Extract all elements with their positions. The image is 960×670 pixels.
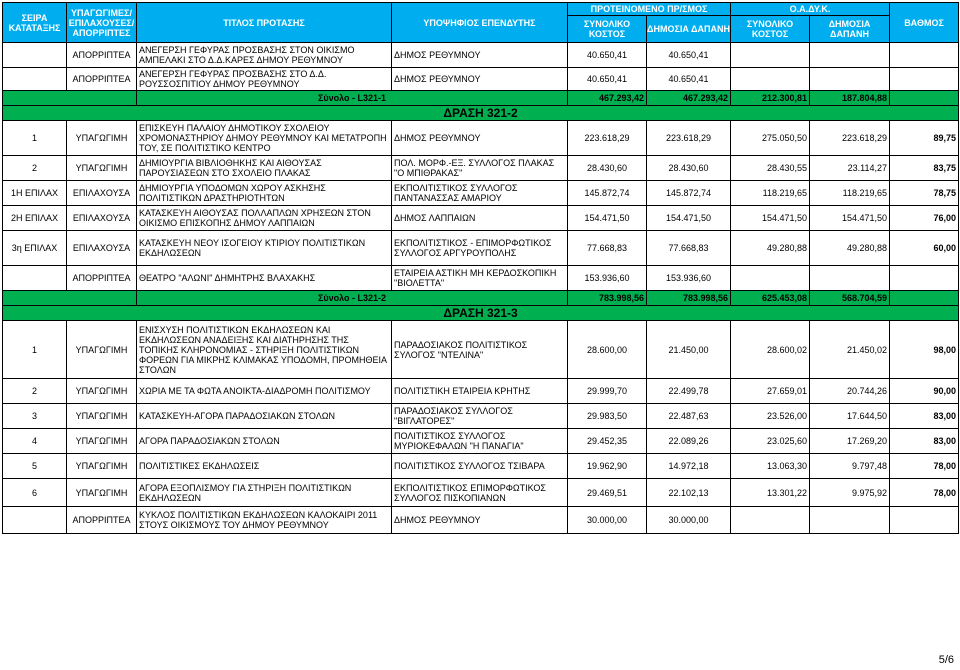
row-oady-total: 23.025,60 (731, 429, 810, 454)
table-row (3, 507, 959, 534)
row-total-cost: 28.600,00 (568, 321, 647, 379)
row-beneficiary: ΠΑΡΑΔΟΣΙΑΚΟΣ ΣΥΛΛΟΓΟΣ "ΒΙΓΛΑΤΟΡΕΣ" (392, 404, 568, 429)
section-321-1 (3, 43, 959, 91)
row-oady-total: 49.280,88 (731, 231, 810, 266)
evaluation-table (2, 2, 959, 534)
table-row (3, 321, 959, 379)
table-row (3, 121, 959, 156)
row-rank: 1Η ΕΠΙΛΑΧ (3, 181, 67, 206)
row-title: ΚΥΚΛΟΣ ΠΟΛΙΤΙΣΤΙΚΩΝ ΕΚΔΗΛΩΣΕΩΝ ΚΑΛΟΚΑΙΡΙ 2011 ΣΤΟΥΣ ΟΙΚΙΣΜΟΥΣ ΤΟΥ ΔΗΜΟΥ ΡΕΘΥΜΝΟΥ (137, 507, 392, 534)
row-status: ΑΠΟΡΡΙΠΤΕΑ (67, 507, 137, 534)
table-row (3, 181, 959, 206)
row-beneficiary: ΕΚΠΟΛΙΤΙΣΤΙΚΟΣ ΣΥΛΛΟΓΟΣ ΠΑΝΤΑΝΑΣΣΑΣ ΑΜΑΡΙΟΥ (392, 181, 568, 206)
header-oady-group: Ο.Α.ΔΥ.Κ. (731, 3, 890, 16)
table-row (3, 68, 959, 91)
sum-label: Σύνολο - L321-1 (137, 91, 568, 106)
row-score: 78,75 (890, 181, 959, 206)
row-rank: 1 (3, 121, 67, 156)
section-heading-321-2: ΔΡΑΣΗ 321-2 (3, 106, 959, 121)
row-title: ΧΩΡΙΑ ΜΕ ΤΑ ΦΩΤΑ ΑΝΟΙΚΤΑ-ΔΙΑΔΡΟΜΗ ΠΟΛΙΤΙΣΜΟΥ (137, 379, 392, 404)
row-oady-total: 28.600,02 (731, 321, 810, 379)
row-beneficiary: ΔΗΜΟΣ ΡΕΘΥΜΝΟΥ (392, 43, 568, 68)
row-rank: 6 (3, 479, 67, 507)
row-beneficiary: ΔΗΜΟΣ ΛΑΠΠΑΙΩΝ (392, 206, 568, 231)
section-321-2 (3, 121, 959, 291)
row-beneficiary: ΠΟΛΙΤΙΣΤΙΚΗ ΕΤΑΙΡΕΙΑ ΚΡΗΤΗΣ (392, 379, 568, 404)
header-public-expense: ΔΗΜΟΣΙΑ ΔΑΠΑΝΗ (647, 16, 731, 43)
row-public-expense: 40.650,41 (647, 43, 731, 68)
row-rank: 1 (3, 321, 67, 379)
row-beneficiary: ΠΟΛΙΤΙΣΤΙΚΟΣ ΣΥΛΛΟΓΟΣ ΜΥΡΙΟΚΕΦΑΛΩΝ "Η ΠΑΝΑΓΙΑ" (392, 429, 568, 454)
table-row (3, 156, 959, 181)
row-score: 78,00 (890, 479, 959, 507)
row-public-expense: 22.102,13 (647, 479, 731, 507)
row-beneficiary: ΔΗΜΟΣ ΡΕΘΥΜΝΟΥ (392, 121, 568, 156)
sum-total: 783.998,56 (568, 291, 647, 306)
row-score: 78,00 (890, 454, 959, 479)
row-score: 90,00 (890, 379, 959, 404)
row-beneficiary: ΠΑΡΑΔΟΣΙΑΚΟΣ ΠΟΛΙΤΙΣΤΙΚΟΣ ΣΥΛΟΓΟΣ "ΝΤΕΛΙΝΑ" (392, 321, 568, 379)
row-status: ΥΠΑΓΩΓΙΜΗ (67, 379, 137, 404)
row-score: 76,00 (890, 206, 959, 231)
row-total-cost: 28.430,60 (568, 156, 647, 181)
header-beneficiary: ΥΠΟΨΗΦΙΟΣ ΕΠΕΝΔΥΤΗΣ (392, 3, 568, 43)
sum-total: 467.293,42 (568, 91, 647, 106)
row-beneficiary: ΔΗΜΟΣ ΡΕΘΥΜΝΟΥ (392, 68, 568, 91)
header-oady-total: ΣΥΝΟΛΙΚΟ ΚΟΣΤΟΣ (731, 16, 810, 43)
row-oady-public (810, 266, 890, 291)
sum-oady-public: 568.704,59 (810, 291, 890, 306)
table-row (3, 479, 959, 507)
row-status: ΥΠΑΓΩΓΙΜΗ (67, 404, 137, 429)
row-title: ΔΗΜΙΟΥΡΓΙΑ ΒΙΒΛΙΟΘΗΚΗΣ ΚΑΙ ΑΙΘΟΥΣΑΣ ΠΑΡΟΥΣΙΑΣΕΩΝ ΣΤΟ ΣΧΟΛΕΙΟ ΠΛΑΚΑΣ (137, 156, 392, 181)
row-public-expense: 28.430,60 (647, 156, 731, 181)
row-oady-public: 21.450,02 (810, 321, 890, 379)
table-row (3, 266, 959, 291)
row-public-expense: 21.450,00 (647, 321, 731, 379)
row-oady-public: 9.975,92 (810, 479, 890, 507)
row-oady-total (731, 43, 810, 68)
row-public-expense: 153.936,60 (647, 266, 731, 291)
row-public-expense: 154.471,50 (647, 206, 731, 231)
row-oady-public: 154.471,50 (810, 206, 890, 231)
row-score: 83,00 (890, 404, 959, 429)
row-status: ΕΠΙΛΑΧΟΥΣΑ (67, 231, 137, 266)
header-total-cost: ΣΥΝΟΛΙΚΟ ΚΟΣΤΟΣ (568, 16, 647, 43)
row-oady-public: 17.644,50 (810, 404, 890, 429)
row-oady-public: 17.269,20 (810, 429, 890, 454)
row-score: 83,00 (890, 429, 959, 454)
row-title: ΔΗΜΙΟΥΡΓΙΑ ΥΠΟΔΟΜΩΝ ΧΩΡΟΥ ΑΣΚΗΣΗΣ ΠΟΛΙΤΙΣΤΙΚΩΝ ΔΡΑΣΤΗΡΙΟΤΗΤΩΝ (137, 181, 392, 206)
row-total-cost: 145.872,74 (568, 181, 647, 206)
row-beneficiary: ΕΤΑΙΡΕΙΑ ΑΣΤΙΚΗ ΜΗ ΚΕΡΔΟΣΚΟΠΙΚΗ "ΒΙΟΛΕΤΤΑ" (392, 266, 568, 291)
row-total-cost: 29.452,35 (568, 429, 647, 454)
header-score: ΒΑΘΜΟΣ (890, 3, 959, 43)
row-oady-total: 118.219,65 (731, 181, 810, 206)
table-row (3, 43, 959, 68)
section-heading-321-3: ΔΡΑΣΗ 321-3 (3, 306, 959, 321)
row-oady-public (810, 68, 890, 91)
row-public-expense: 22.089,26 (647, 429, 731, 454)
row-status: ΑΠΟΡΡΙΠΤΕΑ (67, 68, 137, 91)
row-title: ΑΓΟΡΑ ΕΞΟΠΛΙΣΜΟΥ ΓΙΑ ΣΤΗΡΙΞΗ ΠΟΛΙΤΙΣΤΙΚΩΝ ΕΚΔΗΛΩΣΕΩΝ (137, 479, 392, 507)
row-oady-total: 13.063,30 (731, 454, 810, 479)
row-public-expense: 145.872,74 (647, 181, 731, 206)
sum-public: 467.293,42 (647, 91, 731, 106)
row-status: ΕΠΙΛΑΧΟΥΣΑ (67, 181, 137, 206)
row-rank: 3η ΕΠΙΛΑΧ (3, 231, 67, 266)
row-rank: 3 (3, 404, 67, 429)
sum-row-321-1 (3, 91, 959, 106)
row-score: 60,00 (890, 231, 959, 266)
row-rank (3, 68, 67, 91)
header-oady-public: ΔΗΜΟΣΙΑ ΔΑΠΑΝΗ (810, 16, 890, 43)
row-rank: 5 (3, 454, 67, 479)
header-title: ΤΙΤΛΟΣ ΠΡΟΤΑΣΗΣ (137, 3, 392, 43)
sum-oady-total: 625.453,08 (731, 291, 810, 306)
sum-oady-total: 212.300,81 (731, 91, 810, 106)
row-title: ΑΝΕΓΕΡΣΗ ΓΕΦΥΡΑΣ ΠΡΟΣΒΑΣΗΣ ΣΤΟΝ ΟΙΚΙΣΜΟ ΑΜΠΕΛΑΚΙ ΣΤΟ Δ.Δ.ΚΑΡΕΣ ΔΗΜΟΥ ΡΕΘΥΜΝΟΥ (137, 43, 392, 68)
row-beneficiary: ΠΟΛΙΤΙΣΤΙΚΟΣ ΣΥΛΛΟΓΟΣ ΤΣΙΒΑΡΑ (392, 454, 568, 479)
row-rank (3, 507, 67, 534)
header-rank: ΣΕΙΡΑ ΚΑΤΑΤΑΞΗΣ (3, 3, 67, 43)
row-oady-public: 49.280,88 (810, 231, 890, 266)
row-public-expense: 22.487,63 (647, 404, 731, 429)
row-public-expense: 223.618,29 (647, 121, 731, 156)
row-rank: 2 (3, 156, 67, 181)
row-oady-public: 223.618,29 (810, 121, 890, 156)
row-rank: 2Η ΕΠΙΛΑΧ (3, 206, 67, 231)
row-status: ΕΠΙΛΑΧΟΥΣΑ (67, 206, 137, 231)
row-oady-total (731, 68, 810, 91)
row-total-cost: 29.469,51 (568, 479, 647, 507)
row-total-cost: 154.471,50 (568, 206, 647, 231)
row-total-cost: 40.650,41 (568, 43, 647, 68)
row-rank: 2 (3, 379, 67, 404)
row-title: ΕΝΙΣΧΥΣΗ ΠΟΛΙΤΙΣΤΙΚΩΝ ΕΚΔΗΛΩΣΕΩΝ ΚΑΙ ΕΚΔΗΛΩΣΕΩΝ ΑΝΑΔΕΙΞΗΣ ΚΑΙ ΔΙΑΤΗΡΗΣΗΣ ΤΗΣ ΤΟΠΙΚΗΣ ΚΛΗΡΟΝΟΜΙΑΣ - ΣΤΗΡΙΞΗ ΠΟΛΙΤΙΣΤΙΚΩΝ ΦΟΡΕΩΝ ΓΙΑ ΜΙΚΡΗΣ ΚΛΙΜΑΚΑΣ ΥΠΟΔΟΜΗ, ΠΡΟΜΗΘΕΙΑ ΣΤΟΛΩΝ (137, 321, 392, 379)
sum-label: Σύνολο - L321-2 (137, 291, 568, 306)
row-beneficiary: ΕΚΠΟΛΙΤΙΣΤΙΚΟΣ - ΕΠΙΜΟΡΦΩΤΙΚΟΣ ΣΥΛΛΟΓΟΣ ΑΡΓΥΡΟΥΠΟΛΗΣ (392, 231, 568, 266)
row-score (890, 68, 959, 91)
row-total-cost: 77.668,83 (568, 231, 647, 266)
row-public-expense: 22.499,78 (647, 379, 731, 404)
row-title: ΑΝΕΓΕΡΣΗ ΓΕΦΥΡΑΣ ΠΡΟΣΒΑΣΗΣ ΣΤΟ Δ.Δ. ΡΟΥΣΣΟΣΠΙΤΙΟΥ ΔΗΜΟΥ ΡΕΘΥΜΝΟΥ (137, 68, 392, 91)
row-oady-public: 20.744,26 (810, 379, 890, 404)
row-status: ΥΠΑΓΩΓΙΜΗ (67, 454, 137, 479)
row-oady-total: 275.050,50 (731, 121, 810, 156)
row-total-cost: 223.618,29 (568, 121, 647, 156)
table-row (3, 429, 959, 454)
row-status: ΥΠΑΓΩΓΙΜΗ (67, 479, 137, 507)
row-score (890, 507, 959, 534)
row-title: ΘΕΑΤΡΟ "ΑΛΩΝΙ" ΔΗΜΗΤΡΗΣ ΒΛΑΧΑΚΗΣ (137, 266, 392, 291)
row-oady-total: 27.659,01 (731, 379, 810, 404)
row-beneficiary: ΠΟΛ. ΜΟΡΦ.-ΕΞ. ΣΥΛΛΟΓΟΣ ΠΛΑΚΑΣ "Ο ΜΠΙΘΡΑΚΑΣ" (392, 156, 568, 181)
row-oady-total: 154.471,50 (731, 206, 810, 231)
row-total-cost: 153.936,60 (568, 266, 647, 291)
row-status: ΑΠΟΡΡΙΠΤΕΑ (67, 266, 137, 291)
row-score: 98,00 (890, 321, 959, 379)
row-oady-total: 23.526,00 (731, 404, 810, 429)
table-row (3, 206, 959, 231)
row-total-cost: 29.983,50 (568, 404, 647, 429)
row-title: ΚΑΤΑΣΚΕΥΗ ΑΙΘΟΥΣΑΣ ΠΟΛΛΑΠΛΩΝ ΧΡΗΣΕΩΝ ΣΤΟΝ ΟΙΚΙΣΜΟ ΕΠΙΣΚΟΠΗΣ ΔΗΜΟΥ ΛΑΠΠΑΙΩΝ (137, 206, 392, 231)
page-number: 5/6 (938, 654, 954, 666)
row-public-expense: 77.668,83 (647, 231, 731, 266)
row-title: ΑΓΟΡΑ ΠΑΡΑΔΟΣΙΑΚΩΝ ΣΤΟΛΩΝ (137, 429, 392, 454)
row-score: 83,75 (890, 156, 959, 181)
table-row (3, 379, 959, 404)
row-oady-public (810, 507, 890, 534)
table-row (3, 231, 959, 266)
row-total-cost: 19.962,90 (568, 454, 647, 479)
row-oady-public: 118.219,65 (810, 181, 890, 206)
row-oady-public: 23.114,27 (810, 156, 890, 181)
row-title: ΚΑΤΑΣΚΕΥΗ ΝΕΟΥ ΙΣΟΓΕΙΟΥ ΚΤΙΡΙΟΥ ΠΟΛΙΤΙΣΤΙΚΩΝ ΕΚΔΗΛΩΣΕΩΝ (137, 231, 392, 266)
sum-public: 783.998,56 (647, 291, 731, 306)
row-oady-public (810, 43, 890, 68)
row-beneficiary: ΕΚΠΟΛΙΤΙΣΤΙΚΟΣ ΕΠΙΜΟΡΦΩΤΙΚΟΣ ΣΥΛΛΟΓΟΣ ΠΙΣΚΟΠΙΑΝΩΝ (392, 479, 568, 507)
row-beneficiary: ΔΗΜΟΣ ΡΕΘΥΜΝΟΥ (392, 507, 568, 534)
row-oady-public: 9.797,48 (810, 454, 890, 479)
header-proposed-group: ΠΡΟΤΕΙΝΟΜΕΝΟ ΠΡ/ΣΜΟΣ (568, 3, 731, 16)
row-rank (3, 43, 67, 68)
row-title: ΕΠΙΣΚΕΥΗ ΠΑΛΑΙΟΥ ΔΗΜΟΤΙΚΟΥ ΣΧΟΛΕΙΟΥ ΧΡΟΜΟΝΑΣΤΗΡΙΟΥ ΔΗΜΟΥ ΡΕΘΥΜΝΟΥ ΚΑΙ ΜΕΤΑΤΡΟΠΗ ΤΟΥ, ΣΕ ΠΟΛΙΤΙΣΤΙΚΟ ΚΕΝΤΡΟ (137, 121, 392, 156)
row-oady-total (731, 507, 810, 534)
row-oady-total: 28.430,55 (731, 156, 810, 181)
row-title: ΚΑΤΑΣΚΕΥΗ-ΑΓΟΡΑ ΠΑΡΑΔΟΣΙΑΚΩΝ ΣΤΟΛΩΝ (137, 404, 392, 429)
row-status: ΥΠΑΓΩΓΙΜΗ (67, 321, 137, 379)
sum-oady-public: 187.804,88 (810, 91, 890, 106)
row-oady-total (731, 266, 810, 291)
section-321-3 (3, 321, 959, 534)
row-public-expense: 14.972,18 (647, 454, 731, 479)
row-status: ΥΠΑΓΩΓΙΜΗ (67, 429, 137, 454)
row-total-cost: 40.650,41 (568, 68, 647, 91)
row-rank (3, 266, 67, 291)
row-score (890, 43, 959, 68)
row-status: ΥΠΑΓΩΓΙΜΗ (67, 121, 137, 156)
sum-row-321-2 (3, 291, 959, 306)
row-score: 89,75 (890, 121, 959, 156)
row-title: ΠΟΛΙΤΙΣΤΙΚΕΣ ΕΚΔΗΛΩΣΕΙΣ (137, 454, 392, 479)
row-status: ΑΠΟΡΡΙΠΤΕΑ (67, 43, 137, 68)
header-status: ΥΠΑΓΩΓΙΜΕΣ/ ΕΠΙΛΑΧΟΥΣΕΣ/ ΑΠΟΡΡΙΠΤΕΣ (67, 3, 137, 43)
row-public-expense: 30.000,00 (647, 507, 731, 534)
row-status: ΥΠΑΓΩΓΙΜΗ (67, 156, 137, 181)
row-total-cost: 30.000,00 (568, 507, 647, 534)
row-oady-total: 13.301,22 (731, 479, 810, 507)
table-row (3, 454, 959, 479)
row-rank: 4 (3, 429, 67, 454)
row-score (890, 266, 959, 291)
row-total-cost: 29.999,70 (568, 379, 647, 404)
row-public-expense: 40.650,41 (647, 68, 731, 91)
table-row (3, 404, 959, 429)
